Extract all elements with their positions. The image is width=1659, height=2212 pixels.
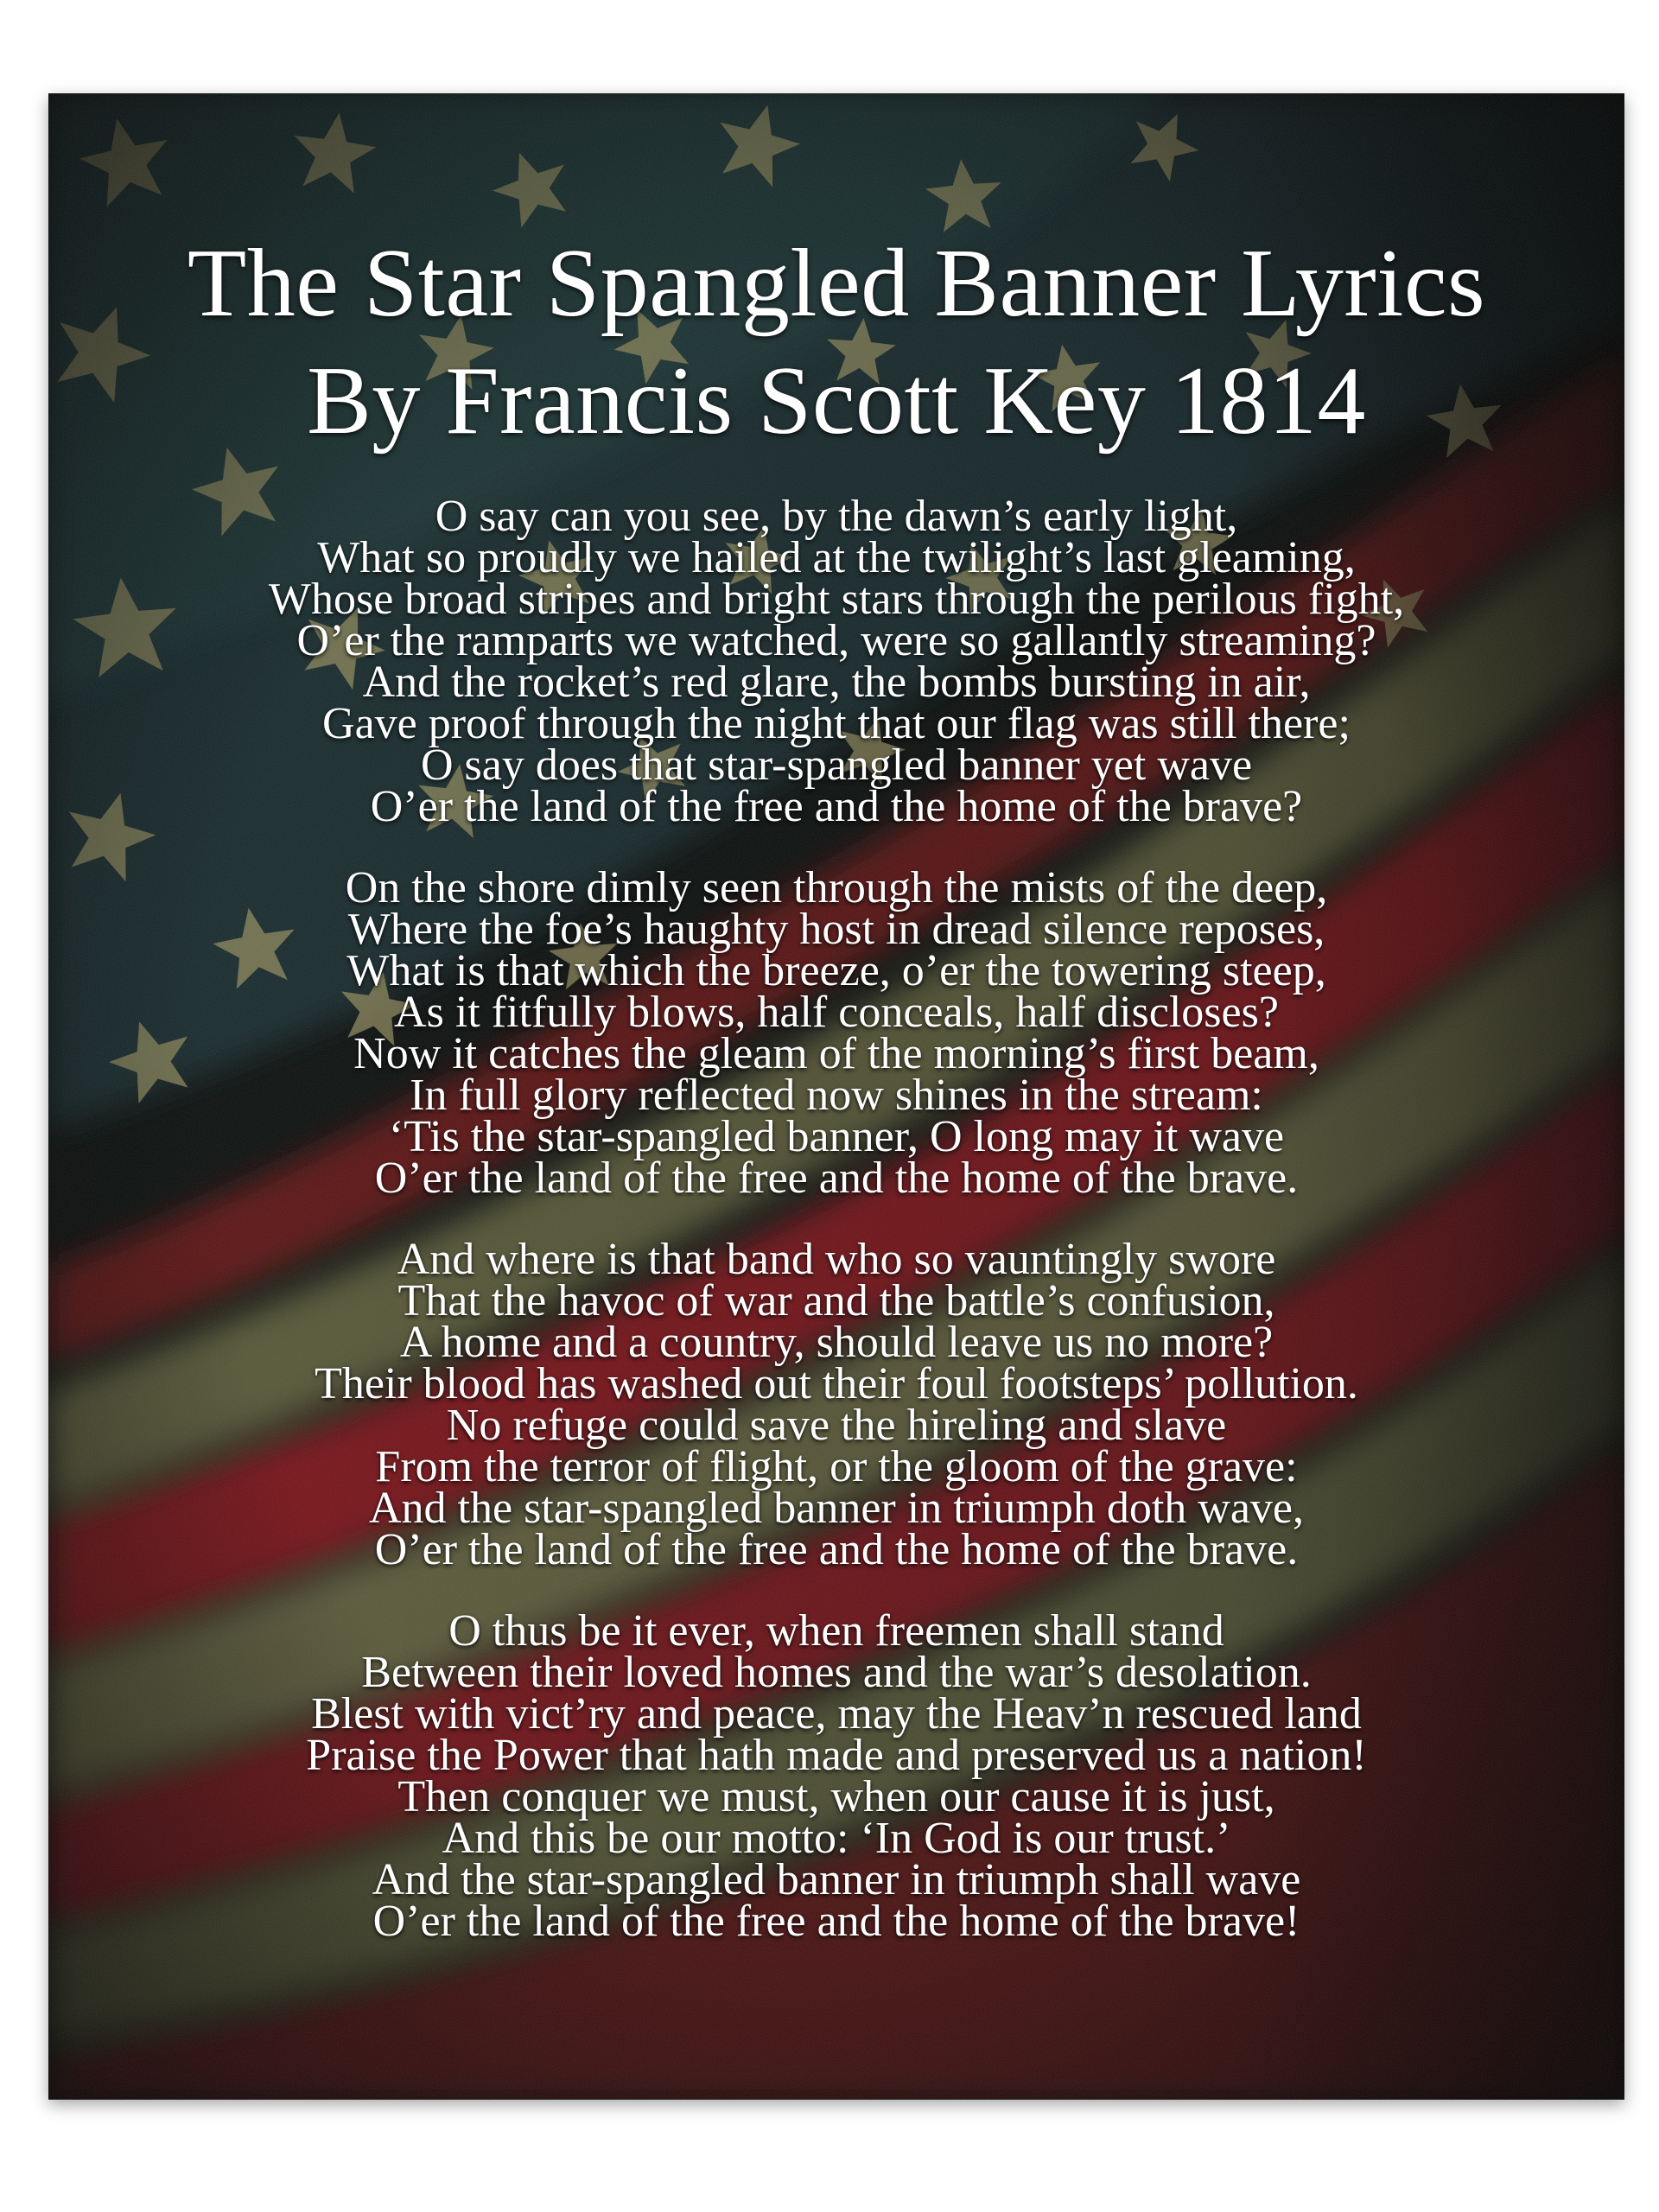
lyric-line: And the star-spangled banner in triumph doth wave, — [368, 1484, 1305, 1533]
lyric-line: O’er the ramparts we watched, were so gallantly streaming? — [296, 616, 1376, 665]
lyric-line: Now it catches the gleam of the morning’s first beam, — [353, 1029, 1319, 1078]
lyric-line: Praise the Power that hath made and preserved us a nation! — [306, 1731, 1367, 1780]
poster-title — [48, 93, 1624, 460]
lyric-line: On the shore dimly seen through the mists of the deep, — [345, 863, 1328, 912]
stanza-4 — [48, 1606, 1624, 1946]
lyric-line: Blest with vict’ry and peace, may the Heav’n rescued land — [311, 1689, 1362, 1738]
lyric-line: What so proudly we hailed at the twilight’s last gleaming, — [317, 533, 1356, 582]
lyric-line: ‘Tis the star-spangled banner, O long may it wave — [388, 1112, 1285, 1161]
lyric-line: Their blood has washed out their foul footsteps’ pollution. — [315, 1359, 1358, 1408]
lyric-line: In full glory reflected now shines in the stream: — [410, 1071, 1263, 1120]
lyric-line: Then conquer we must, when our cause it is just, — [397, 1772, 1275, 1821]
lyric-line: A home and a country, should leave us no more? — [399, 1318, 1274, 1367]
lyric-line: And the star-spangled banner in triumph shall wave — [372, 1855, 1301, 1904]
title-line-1: The Star Spangled Banner Lyrics — [187, 230, 1486, 337]
lyric-line: Gave proof through the night that our flag was still there; — [322, 699, 1351, 748]
lyric-line: And the rocket’s red glare, the bombs bursting in air, — [362, 658, 1311, 707]
lyric-line: From the terror of flight, or the gloom of the grave: — [375, 1442, 1298, 1491]
lyric-line: Where the foe’s haughty host in dread silence reposes, — [347, 905, 1325, 954]
lyric-line: O’er the land of the free and the home of the brave. — [374, 1154, 1299, 1203]
lyric-line: O’er the land of the free and the home of the brave? — [370, 782, 1303, 831]
lyric-line: Between their loved homes and the war’s desolation. — [361, 1648, 1312, 1697]
stanza-3 — [48, 1235, 1624, 1574]
lyric-line: And this be our motto: ‘In God is our trust.’ — [442, 1814, 1231, 1863]
lyric-line: O’er the land of the free and the home of the brave. — [374, 1525, 1299, 1574]
lyric-line: No refuge could save the hireling and slave — [446, 1401, 1227, 1450]
lyric-line: O’er the land of the free and the home of the brave! — [372, 1897, 1300, 1946]
stanza-2 — [48, 863, 1624, 1203]
lyric-line: As it fitfully blows, half conceals, half discloses? — [394, 988, 1279, 1037]
poster-content — [48, 93, 1624, 2100]
lyric-line: Whose broad stripes and bright stars through the perilous fight, — [268, 575, 1405, 624]
lyric-line: And where is that band who so vauntingly swore — [397, 1235, 1276, 1284]
lyric-line: That the havoc of war and the battle’s confusion, — [397, 1276, 1275, 1325]
stanza-1 — [48, 492, 1624, 831]
title-line-2: By Francis Scott Key 1814 — [307, 347, 1366, 454]
lyric-line: O thus be it ever, when freemen shall stand — [448, 1606, 1224, 1656]
lyric-line: O say can you see, by the dawn’s early light, — [435, 492, 1238, 541]
lyrics-poster — [48, 93, 1624, 2100]
lyric-line: What is that which the breeze, o’er the towering steep, — [346, 946, 1326, 995]
lyric-line: O say does that star-spangled banner yet wave — [420, 741, 1253, 790]
lyrics-stanzas — [48, 492, 1624, 1946]
